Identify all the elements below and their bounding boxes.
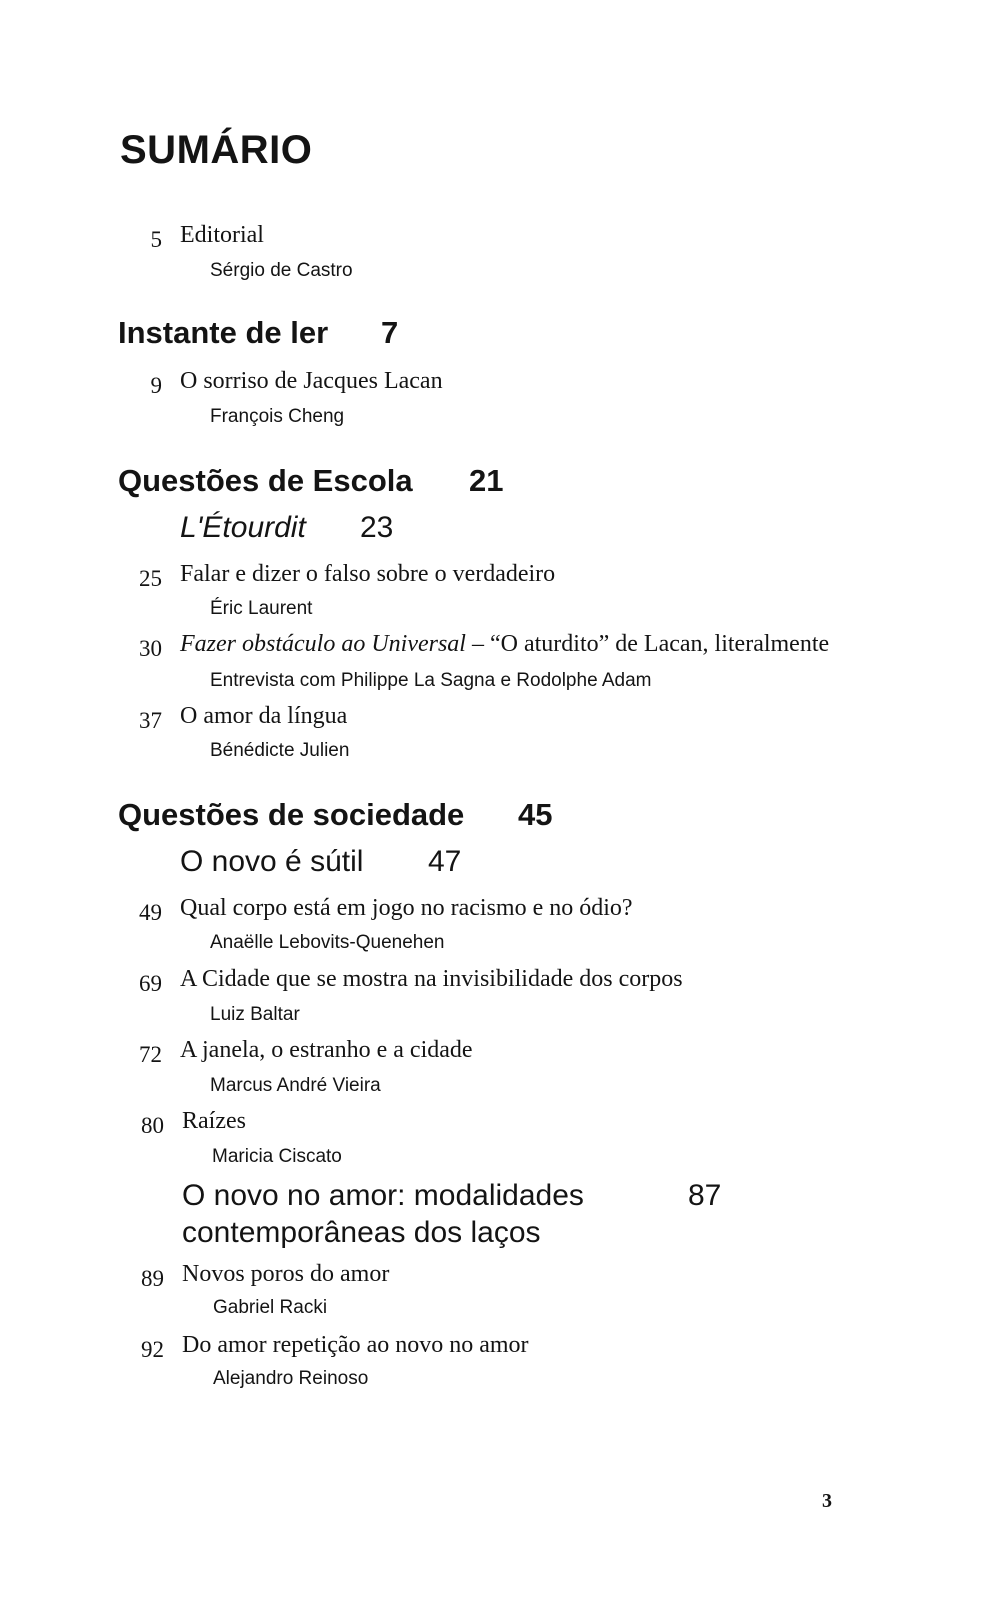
entry-title: Falar e dizer o falso sobre o verdadeiro: [180, 561, 556, 587]
subsection-page-number: 87: [688, 1179, 722, 1212]
section-heading: [118, 797, 553, 833]
subsection-page-number: 47: [428, 845, 462, 878]
section-title: Instante de ler: [118, 315, 329, 350]
entry-title: [180, 631, 829, 658]
section-heading: [118, 315, 399, 351]
entry-title: O sorriso de Jacques Lacan: [180, 368, 443, 394]
entry-page-number: 72: [139, 1042, 162, 1067]
entry-author: Entrevista com Philippe La Sagna e Rodolphe Adam: [210, 670, 652, 691]
entry-author: Marcus André Vieira: [210, 1075, 381, 1096]
entry-page-number: 9: [150, 373, 162, 398]
entry-page-number: 37: [139, 708, 162, 733]
entry-title: A janela, o estranho e a cidade: [180, 1037, 473, 1063]
subsection-page-number: 23: [360, 511, 394, 544]
entry-page-number: 5: [150, 227, 162, 252]
entry-author: Alejandro Reinoso: [213, 1368, 369, 1389]
entry-page-number: 92: [141, 1337, 164, 1362]
entry-title: Raízes: [182, 1108, 246, 1134]
entry-title: Qual corpo está em jogo no racismo e no ódio?: [180, 895, 633, 921]
subsection-heading: [182, 1177, 722, 1251]
section-page-number: 45: [518, 797, 553, 832]
entry-title: O amor da língua: [180, 703, 348, 729]
entry-author: Anaëlle Lebovits-Quenehen: [210, 932, 445, 953]
entry-page-number: 89: [141, 1266, 164, 1291]
subsection-title: L'Étourdit: [180, 511, 306, 544]
entry-title: Do amor repetição ao novo no amor: [182, 1332, 529, 1358]
entry-page-number: 69: [139, 971, 162, 996]
entry-page-number: 30: [139, 636, 162, 661]
entry-page-number: 80: [141, 1113, 164, 1138]
subsection-heading: [180, 845, 462, 879]
entry-author: Gabriel Racki: [213, 1297, 328, 1318]
entry-title: A Cidade que se mostra na invisibilidade dos corpos: [180, 966, 683, 992]
subsection-title-line: O novo no amor: modalidades: [182, 1179, 584, 1212]
entry-author: Éric Laurent: [210, 598, 313, 619]
entry-author: François Cheng: [210, 406, 345, 427]
entry-author: Bénédicte Julien: [210, 740, 350, 761]
page-title: SUMÁRIO: [120, 128, 313, 172]
section-title: Questões de sociedade: [118, 797, 465, 832]
subsection-title-line: contemporâneas dos laços: [182, 1216, 541, 1249]
subsection-title: O novo é sútil: [180, 845, 364, 878]
section-page-number: 7: [381, 315, 399, 350]
entry-title: Editorial: [180, 222, 264, 248]
entry-page-number: 49: [139, 900, 162, 925]
section-title: Questões de Escola: [118, 463, 413, 498]
section-page-number: 21: [469, 463, 504, 498]
section-heading: [118, 463, 504, 499]
entry-title: Novos poros do amor: [182, 1261, 390, 1287]
entry-author: Maricia Ciscato: [212, 1146, 342, 1167]
entry-page-number: 25: [139, 566, 162, 591]
entry-author: Luiz Baltar: [210, 1004, 300, 1025]
subsection-heading: [180, 511, 394, 545]
entry-title-emphasis: Fazer obstáculo ao Universal: [180, 631, 466, 657]
folio: 3: [822, 1490, 832, 1512]
entry-author: Sérgio de Castro: [210, 260, 353, 281]
entry-title-rest: – “O aturdito” de Lacan, literalmente: [465, 631, 830, 657]
